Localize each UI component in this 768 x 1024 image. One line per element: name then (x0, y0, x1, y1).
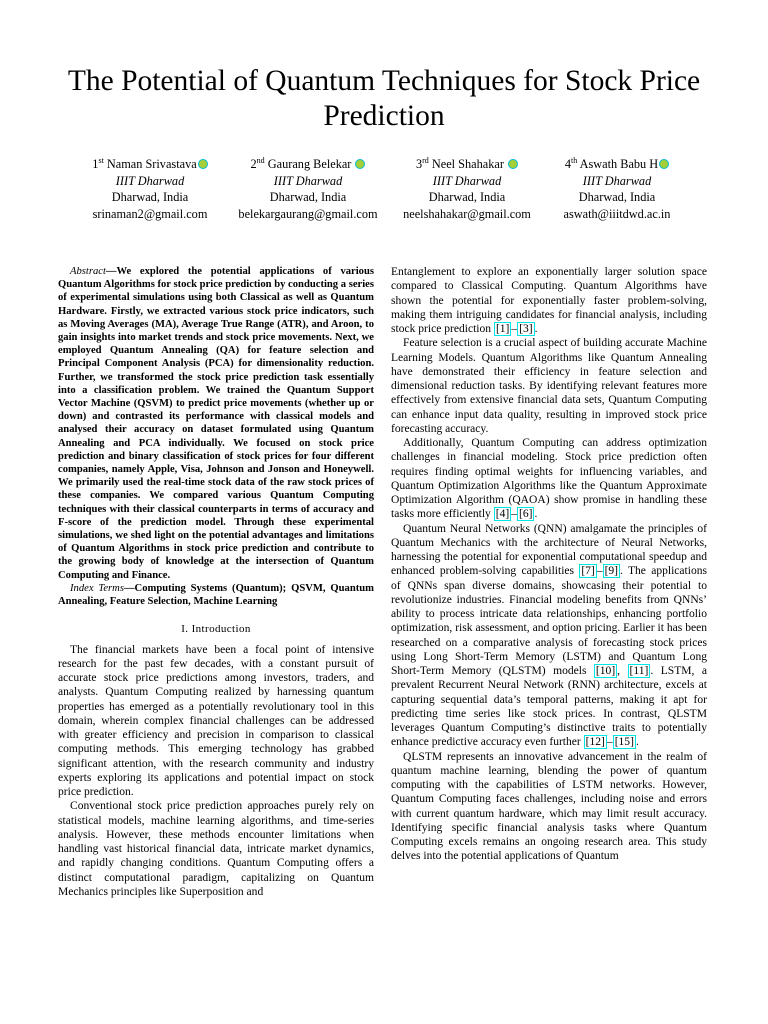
citation-link[interactable]: [12] (585, 736, 605, 749)
citation-link[interactable]: [15] (614, 736, 634, 749)
paragraph-text: . (635, 736, 639, 749)
index-terms (58, 582, 374, 608)
author-name-line (522, 153, 712, 173)
citation-link[interactable]: [11] (629, 665, 649, 677)
author-affiliation: IIIT Dharwad (273, 173, 343, 188)
paragraph-text: – (511, 323, 518, 335)
index-terms-lead: Index Terms (70, 582, 124, 594)
left-column (58, 265, 374, 899)
author-email: srinaman2@gmail.com (92, 206, 208, 221)
abstract-lead: Abstract (70, 266, 106, 277)
paragraph-text: – (606, 736, 613, 749)
author-4 (522, 153, 712, 222)
paper-title: The Potential of Quantum Techniques for Stock Price Prediction (67, 65, 701, 132)
body-paragraph (391, 336, 707, 436)
author-email: belekargaurang@gmail.com (238, 206, 378, 221)
author-rank-suffix: st (98, 156, 104, 165)
paragraph-text: . The applications of QNNs span diverse domains, showcasing their potential to revolutionize industries. Financial modeling benefits from QNNs’ ability to process intricate data relationships, enhancing portfolio optimization, risk assessment, and option pricing. Earlier it has been researched on a comparative analysis of forecasting stock prices using Long Short-Term Memory (LSTM) and Quantum Long Short-Term Memory (QLSTM) models (391, 565, 707, 677)
author-rank: 2 (250, 157, 257, 172)
right-column (391, 265, 707, 864)
paragraph-text: – (596, 565, 603, 578)
orcid-icon[interactable] (355, 159, 365, 169)
author-location: Dharwad, India (111, 190, 189, 205)
paragraph-text: Quantum Neural Networks (QNN) amalgamate the principles of Quantum Mechanics with the architecture of Neural Networks, harnessing the potential for exponential computational speedup and enhanced problem-solving capabilities (391, 522, 707, 578)
author-location: Dharwad, India (269, 190, 347, 205)
orcid-icon[interactable] (198, 159, 208, 169)
citation-link[interactable]: [9] (604, 565, 619, 578)
author-rank: 1 (92, 157, 99, 172)
author-affiliation: IIIT Dharwad (115, 173, 185, 188)
author-name: Naman Srivastava (106, 157, 197, 172)
body-paragraph (391, 436, 707, 522)
paragraph-text: – (511, 508, 517, 521)
author-name: Neel Shahakar (431, 157, 504, 172)
paragraph-text: . LSTM, a prevalent Recurrent Neural Network (RNN) architecture, excels at capturing sequential data’s temporal patterns, making it apt for predicting time series like stock prices. In contrast, QLSTM leverages Quantum Computing’s distinctive traits to potentially enhance predictive accuracy even further (391, 665, 708, 749)
author-rank-suffix: rd (422, 156, 429, 165)
orcid-icon[interactable] (659, 159, 669, 169)
body-paragraph (391, 750, 707, 864)
citation-link[interactable]: [10] (595, 665, 616, 677)
body-paragraph: The financial markets have been a focal point of intensive research for the past few decades, with a constant pursuit of accurate stock price predictions among investors, traders, and analysts. Quantum Computing realized by harnessing quantum properties has emerged as a potentially revolutionary tool in this domain, wherein complex financial challenges can be addressed with greater efficiency and precision in comparison to classical computing methods. This emerging technology has grabbed significant attention, with the research community and industry experts exploring its applications and potential impact on stock price prediction. (58, 643, 374, 799)
author-email: aswath@iiitdwd.ac.in (563, 206, 671, 221)
author-affiliation: IIIT Dharwad (582, 173, 652, 188)
section-heading: I. Introduction (181, 623, 251, 636)
author-affiliation: IIIT Dharwad (432, 173, 502, 188)
citation-link[interactable]: [6] (518, 508, 533, 521)
author-block (0, 153, 768, 223)
paragraph-text: Feature selection is a crucial aspect of building accurate Machine Learning Models. Quantum Algorithms like Quantum Annealing have demonstrated their efficiency in feature selection and dimensional reduction tasks. By identifying relevant features more effectively from extensive financial data sets, Quantum Computing can enhance input data quality, resulting in improved stock price forecasting accuracy. (391, 337, 707, 435)
abstract-text: —We explored the potential applications of various Quantum Algorithms for stock price prediction by conducting a series of experimental simulations using both Classical as well as Quantum Hardware. Firstly, we extracted various stock price indicators, such as Moving Averages (MA), Average True Range (ATR), and Aroon, to gain insights into market trends and stock price movements. Next, we employed Quantum Annealing (QA) for feature selection and Principal Component Analysis (PCA) for dimensionality reduction. Further, we transformed the stock price prediction task essentially into a classification problem. We trained the Quantum Support Vector Machine (QSVM) to predict price movements (whether up or down) and contrasted its performance with classical models and analysed their accuracy on dataset formulated using Quantum Annealing and PCA individually. We focused on stock price prediction and binary classification of stock prices for four different companies, namely Apple, Visa, Johnson and Jonson and Honeywell. We primarily used the real-time stock data of the raw stock prices of these companies. We compared various Quantum Computing techniques with their classical counterparts in terms of accuracy and F-score of the prediction model. Through these experimental simulations, we shed light on the potential advantages and limitations of Quantum Algorithms in stock price prediction and contribute to the growing body of knowledge at the intersection of Quantum Computing and Finance. (58, 266, 374, 581)
index-terms-text: —Computing Systems (Quantum); QSVM, Quantum Annealing, Feature Selection, Machine Learning (58, 582, 374, 608)
author-rank: 3 (415, 157, 423, 172)
citation-link[interactable]: [3] (519, 323, 533, 335)
paragraph-text: QLSTM represents an innovative advancement in the realm of quantum machine learning, blending the power of quantum computing with the capabilities of LSTM networks. However, Quantum Computing faces challenges, including noise and errors with current quantum hardware, which may limit result accuracy. Identifying specific financial analysis tasks where Quantum Computing excels remains an ongoing research area. This study delves into the potential applications of Quantum (391, 750, 707, 863)
paragraph-text: , (617, 665, 628, 677)
author-location: Dharwad, India (578, 190, 656, 205)
author-rank-suffix: nd (256, 156, 265, 165)
citation-link[interactable]: [7] (581, 565, 595, 578)
author-name: Aswath Babu H (579, 157, 659, 172)
body-paragraph: Conventional stock price prediction approaches purely rely on statistical models, machine learning algorithms, and time-series analysis. However, these methods encounter limitations when handling vast historical financial data, intricate market dynamics, and rapidly changing conditions. Quantum Computing offers a distinct computational paradigm, capitalizing on Quantum Mechanics principles like Superposition and (58, 800, 374, 898)
paragraph-text: Entanglement to explore an exponentially larger solution space compared to Classical Computing. Quantum Algorithms have shown the potential for exponentially faster problem-solving, making them intriguing candidates for financial analysis, including stock price prediction (391, 266, 707, 335)
body-paragraph (391, 265, 707, 336)
citation-link[interactable]: [1] (495, 323, 510, 335)
author-rank: 4 (564, 157, 571, 172)
author-location: Dharwad, India (428, 190, 506, 205)
body-paragraph (391, 522, 707, 750)
paragraph-text: . (534, 323, 538, 335)
paragraph-text: . (534, 508, 538, 521)
author-rank-suffix: th (570, 156, 578, 165)
paragraph-text: Additionally, Quantum Computing can address optimization challenges in financial modeling. Stock price prediction often requires finding optimal weights for influencing variables, and Quantum Optimization Algorithms like the Quantum Approximate Optimization Algorithm (QAOA) show promise in handling these tasks more efficiently (391, 437, 707, 521)
citation-link[interactable]: [4] (495, 508, 510, 521)
orcid-icon[interactable] (508, 159, 518, 169)
abstract (58, 265, 374, 582)
author-name: Gaurang Belekar (267, 157, 352, 172)
author-email: neelshahakar@gmail.com (403, 206, 531, 221)
